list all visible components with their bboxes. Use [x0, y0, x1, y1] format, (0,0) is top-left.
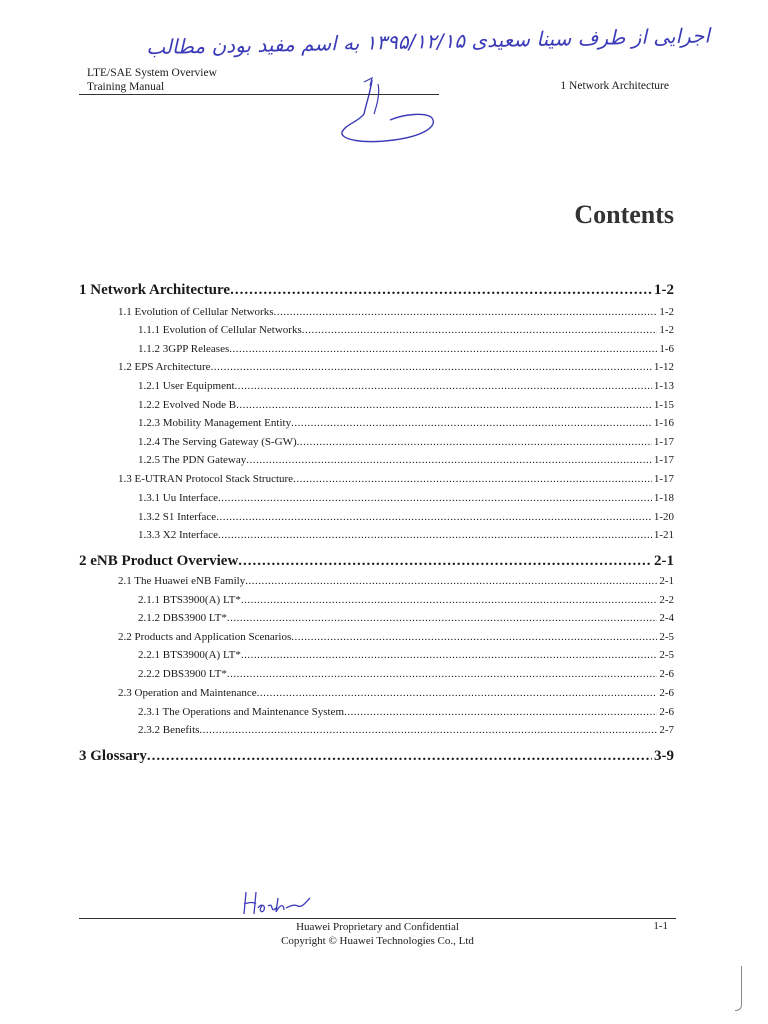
toc-dot-leader [229, 343, 657, 355]
toc-entry-title: 1.2.5 The PDN Gateway [138, 454, 247, 466]
toc-entry-page: 2-1 [654, 553, 674, 569]
toc-entry[interactable] [138, 454, 674, 466]
toc-dot-leader [199, 724, 657, 736]
toc-entry-page: 2-7 [659, 724, 674, 736]
toc-entry[interactable] [138, 399, 674, 411]
toc-entry[interactable] [79, 553, 674, 570]
toc-entry[interactable] [118, 631, 674, 643]
toc-entry[interactable] [138, 324, 674, 336]
toc-entry-page: 1-18 [653, 492, 674, 504]
header-subtitle-line: Training Manual [87, 81, 165, 93]
toc-entry-page: 2-4 [659, 612, 674, 624]
toc-dot-leader [227, 612, 658, 624]
toc-dot-leader [291, 417, 652, 429]
toc-dot-leader [241, 594, 657, 606]
toc-dot-leader [291, 631, 657, 643]
toc-entry-page: 2-6 [659, 687, 674, 699]
toc-entry-title: 1.1 Evolution of Cellular Networks [118, 306, 274, 318]
toc-entry-page: 2-6 [659, 668, 674, 680]
toc-entry-title: 1.2.1 User Equipment [138, 380, 235, 392]
toc-dot-leader [257, 687, 658, 699]
toc-dot-leader [344, 706, 657, 718]
toc-entry-title: 3 Glossary [79, 748, 147, 764]
toc-dot-leader [218, 492, 652, 504]
footer-proprietary: Huawei Proprietary and Confidential [296, 921, 459, 933]
toc-entry-title: 1.2.2 Evolved Node B [138, 399, 237, 411]
toc-entry-page: 1-15 [653, 399, 674, 411]
page-title: Contents [574, 200, 674, 229]
toc-entry-page: 1-16 [653, 417, 674, 429]
header-rule [79, 94, 439, 95]
toc-entry-title: 1.3.3 X2 Interface [138, 529, 219, 541]
toc-dot-leader [235, 380, 652, 392]
toc-dot-leader [245, 575, 657, 587]
handwritten-note: اجرایی از طرف سینا سعیدی ۱۳۹۵/۱۲/۱۵ به اسم مفید بودن مطالب [145, 23, 711, 60]
toc-entry[interactable] [118, 306, 674, 318]
toc-dot-leader [218, 529, 652, 541]
toc-entry-page: 1-2 [659, 324, 674, 336]
toc-entry[interactable] [138, 343, 674, 355]
toc-dot-leader [227, 668, 658, 680]
toc-dot-leader [241, 649, 657, 661]
toc-entry[interactable] [138, 612, 674, 624]
header-title-line: LTE/SAE System Overview [87, 67, 217, 79]
toc-entry-title: 2.1.2 DBS3900 LT* [138, 612, 227, 624]
toc-entry-page: 1-6 [659, 343, 674, 355]
toc-entry-page: 1-17 [653, 454, 674, 466]
toc-entry[interactable] [138, 668, 674, 680]
toc-entry[interactable] [138, 380, 674, 392]
toc-entry[interactable] [138, 529, 674, 541]
toc-dot-leader [246, 454, 652, 466]
toc-entry-title: 2.3.1 The Operations and Maintenance System [138, 706, 344, 718]
toc-entry[interactable] [138, 706, 674, 718]
toc-entry[interactable] [138, 417, 674, 429]
toc-dot-leader [230, 282, 652, 299]
toc-dot-leader [274, 306, 658, 318]
toc-entry-title: 2 eNB Product Overview [79, 553, 239, 569]
toc-entry-page: 2-6 [659, 706, 674, 718]
footer-text [79, 920, 676, 948]
toc-dot-leader [216, 511, 652, 523]
toc-entry[interactable] [138, 436, 674, 448]
toc-entry[interactable] [118, 473, 674, 485]
toc-entry[interactable] [79, 282, 674, 299]
toc-dot-leader [302, 324, 658, 336]
toc-entry-title: 1.3.2 S1 Interface [138, 511, 217, 523]
toc-entry[interactable] [138, 649, 674, 661]
toc-dot-leader [293, 473, 652, 485]
toc-entry-page: 1-17 [653, 473, 674, 485]
toc-entry-title: 2.3 Operation and Maintenance [118, 687, 257, 699]
header-section: 1 Network Architecture [560, 80, 669, 92]
footer-page-number: 1-1 [653, 920, 668, 932]
toc-entry[interactable] [138, 594, 674, 606]
toc-entry-page: 1-13 [653, 380, 674, 392]
toc-entry-page: 1-2 [654, 282, 674, 298]
toc-dot-leader [238, 553, 652, 570]
toc-entry[interactable] [138, 511, 674, 523]
toc-entry-page: 1-20 [653, 511, 674, 523]
toc-entry-title: 2.1 The Huawei eNB Family [118, 575, 246, 587]
toc-entry[interactable] [79, 748, 674, 765]
toc-entry[interactable] [118, 687, 674, 699]
toc-dot-leader [211, 361, 652, 373]
toc-entry-title: 1.2.4 The Serving Gateway (S-GW) [138, 436, 297, 448]
toc-entry-title: 2.2.1 BTS3900(A) LT* [138, 649, 241, 661]
toc-dot-leader [297, 436, 652, 448]
toc-entry-title: 2.3.2 Benefits [138, 724, 200, 736]
toc-entry[interactable] [118, 575, 674, 587]
toc-entry-title: 1.1.1 Evolution of Cellular Networks [138, 324, 302, 336]
signature-mark [334, 74, 444, 146]
toc-entry-page: 2-1 [659, 575, 674, 587]
toc-entry-page: 2-5 [659, 631, 674, 643]
toc-dot-leader [236, 399, 652, 411]
toc-entry[interactable] [138, 724, 674, 736]
toc-entry-title: 1.3 E-UTRAN Protocol Stack Structure [118, 473, 294, 485]
toc-entry-page: 1-12 [653, 361, 674, 373]
toc-entry-page: 1-17 [653, 436, 674, 448]
toc-entry-title: 1.1.2 3GPP Releases [138, 343, 230, 355]
toc-entry-title: 2.2.2 DBS3900 LT* [138, 668, 227, 680]
toc-entry-page: 2-5 [659, 649, 674, 661]
toc-entry-page: 2-2 [659, 594, 674, 606]
toc-entry-title: 2.2 Products and Application Scenarios [118, 631, 292, 643]
toc-dot-leader [147, 748, 652, 765]
toc-entry-page: 1-2 [659, 306, 674, 318]
footer-rule [79, 918, 676, 919]
toc-entry-page: 3-9 [654, 748, 674, 764]
toc-entry-page: 1-21 [653, 529, 674, 541]
handwritten-signature [240, 888, 312, 918]
toc-entry-title: 2.1.1 BTS3900(A) LT* [138, 594, 241, 606]
toc-entry-title: 1.2 EPS Architecture [118, 361, 211, 373]
toc-entry-title: 1.2.3 Mobility Management Entity [138, 417, 292, 429]
toc-entry[interactable] [138, 492, 674, 504]
toc-entry-title: 1 Network Architecture [79, 282, 231, 298]
footer-copyright: Copyright © Huawei Technologies Co., Ltd [281, 935, 474, 947]
toc-entry[interactable] [118, 361, 674, 373]
toc-entry-title: 1.3.1 Uu Interface [138, 492, 219, 504]
scan-edge-mark [735, 966, 742, 1011]
header-doc-title [87, 66, 217, 94]
